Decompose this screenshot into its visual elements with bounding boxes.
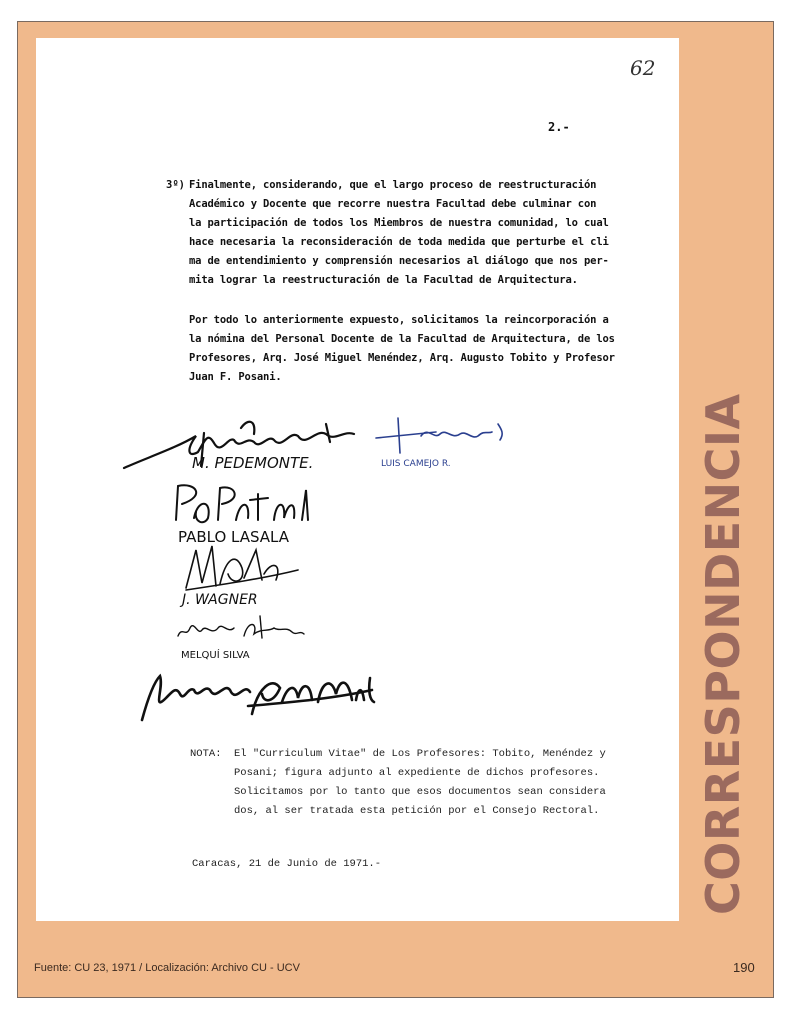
paragraph1-line: hace necesaria la reconsideración de toda medida que perturbe el cli: [189, 236, 609, 248]
nota-line: Solicitamos por lo tanto que esos documentos sean considera: [234, 786, 606, 798]
paragraph1-line: la participación de todos los Miembros de nuestra comunidad, lo cual: [189, 217, 609, 229]
signature-camejo: [376, 418, 502, 453]
signature-name-silva: MELQUÍ SILVA: [181, 650, 250, 661]
item-number: 3º): [166, 179, 185, 191]
paragraph2-line: Por todo lo anteriormente expuesto, solicitamos la reincorporación a: [189, 314, 609, 326]
paragraph2-line: Profesores, Arq. José Miguel Menéndez, Arq. Augusto Tobito y Profesor: [189, 352, 615, 364]
signature-silva: [178, 616, 304, 638]
signature-lasala: [176, 485, 308, 522]
paragraph1-line: Finalmente, considerando, que el largo proceso de reestructuración: [189, 179, 597, 191]
nota-line: El "Curriculum Vitae" de Los Profesores: Tobito, Menéndez y: [234, 748, 606, 760]
signature-name-camejo: LUIS CAMEJO R.: [381, 459, 451, 469]
paragraph2-line: Juan F. Posani.: [189, 371, 282, 383]
nota-line: Posani; figura adjunto al expediente de dichos profesores.: [234, 767, 600, 779]
signature-name-wagner: J. WAGNER: [182, 592, 258, 608]
source-caption: Fuente: CU 23, 1971 / Localización: Archivo CU - UCV: [34, 962, 300, 974]
signature-name-lasala: PABLO LASALA: [178, 528, 290, 546]
signature-wagner: [186, 546, 298, 590]
paragraph1-line: mita lograr la reestructuración de la Facultad de Arquitectura.: [189, 274, 578, 286]
paragraph2-line: la nómina del Personal Docente de la Facultad de Arquitectura, de los: [189, 333, 615, 345]
nota-line: dos, al ser tratada esta petición por el Consejo Rectoral.: [234, 805, 600, 817]
signature-name-pedemonte: M. PEDEMONTE.: [192, 454, 314, 472]
nota-label: NOTA:: [190, 748, 222, 760]
handwritten-page-number: 62: [630, 56, 656, 80]
scanned-letter: [36, 38, 679, 921]
letter-date: Caracas, 21 de Junio de 1971.-: [192, 858, 382, 870]
paragraph1-line: ma de entendimiento y comprensión necesarios al diálogo que nos per-: [189, 255, 609, 267]
paragraph1-line: Académico y Docente que recorre nuestra Facultad debe culminar con: [189, 198, 597, 210]
typed-page-number: 2.-: [548, 120, 570, 134]
page-number: 190: [733, 960, 755, 975]
signature-final: [142, 676, 374, 720]
section-title: CORRESPONDENCIA: [696, 393, 750, 915]
